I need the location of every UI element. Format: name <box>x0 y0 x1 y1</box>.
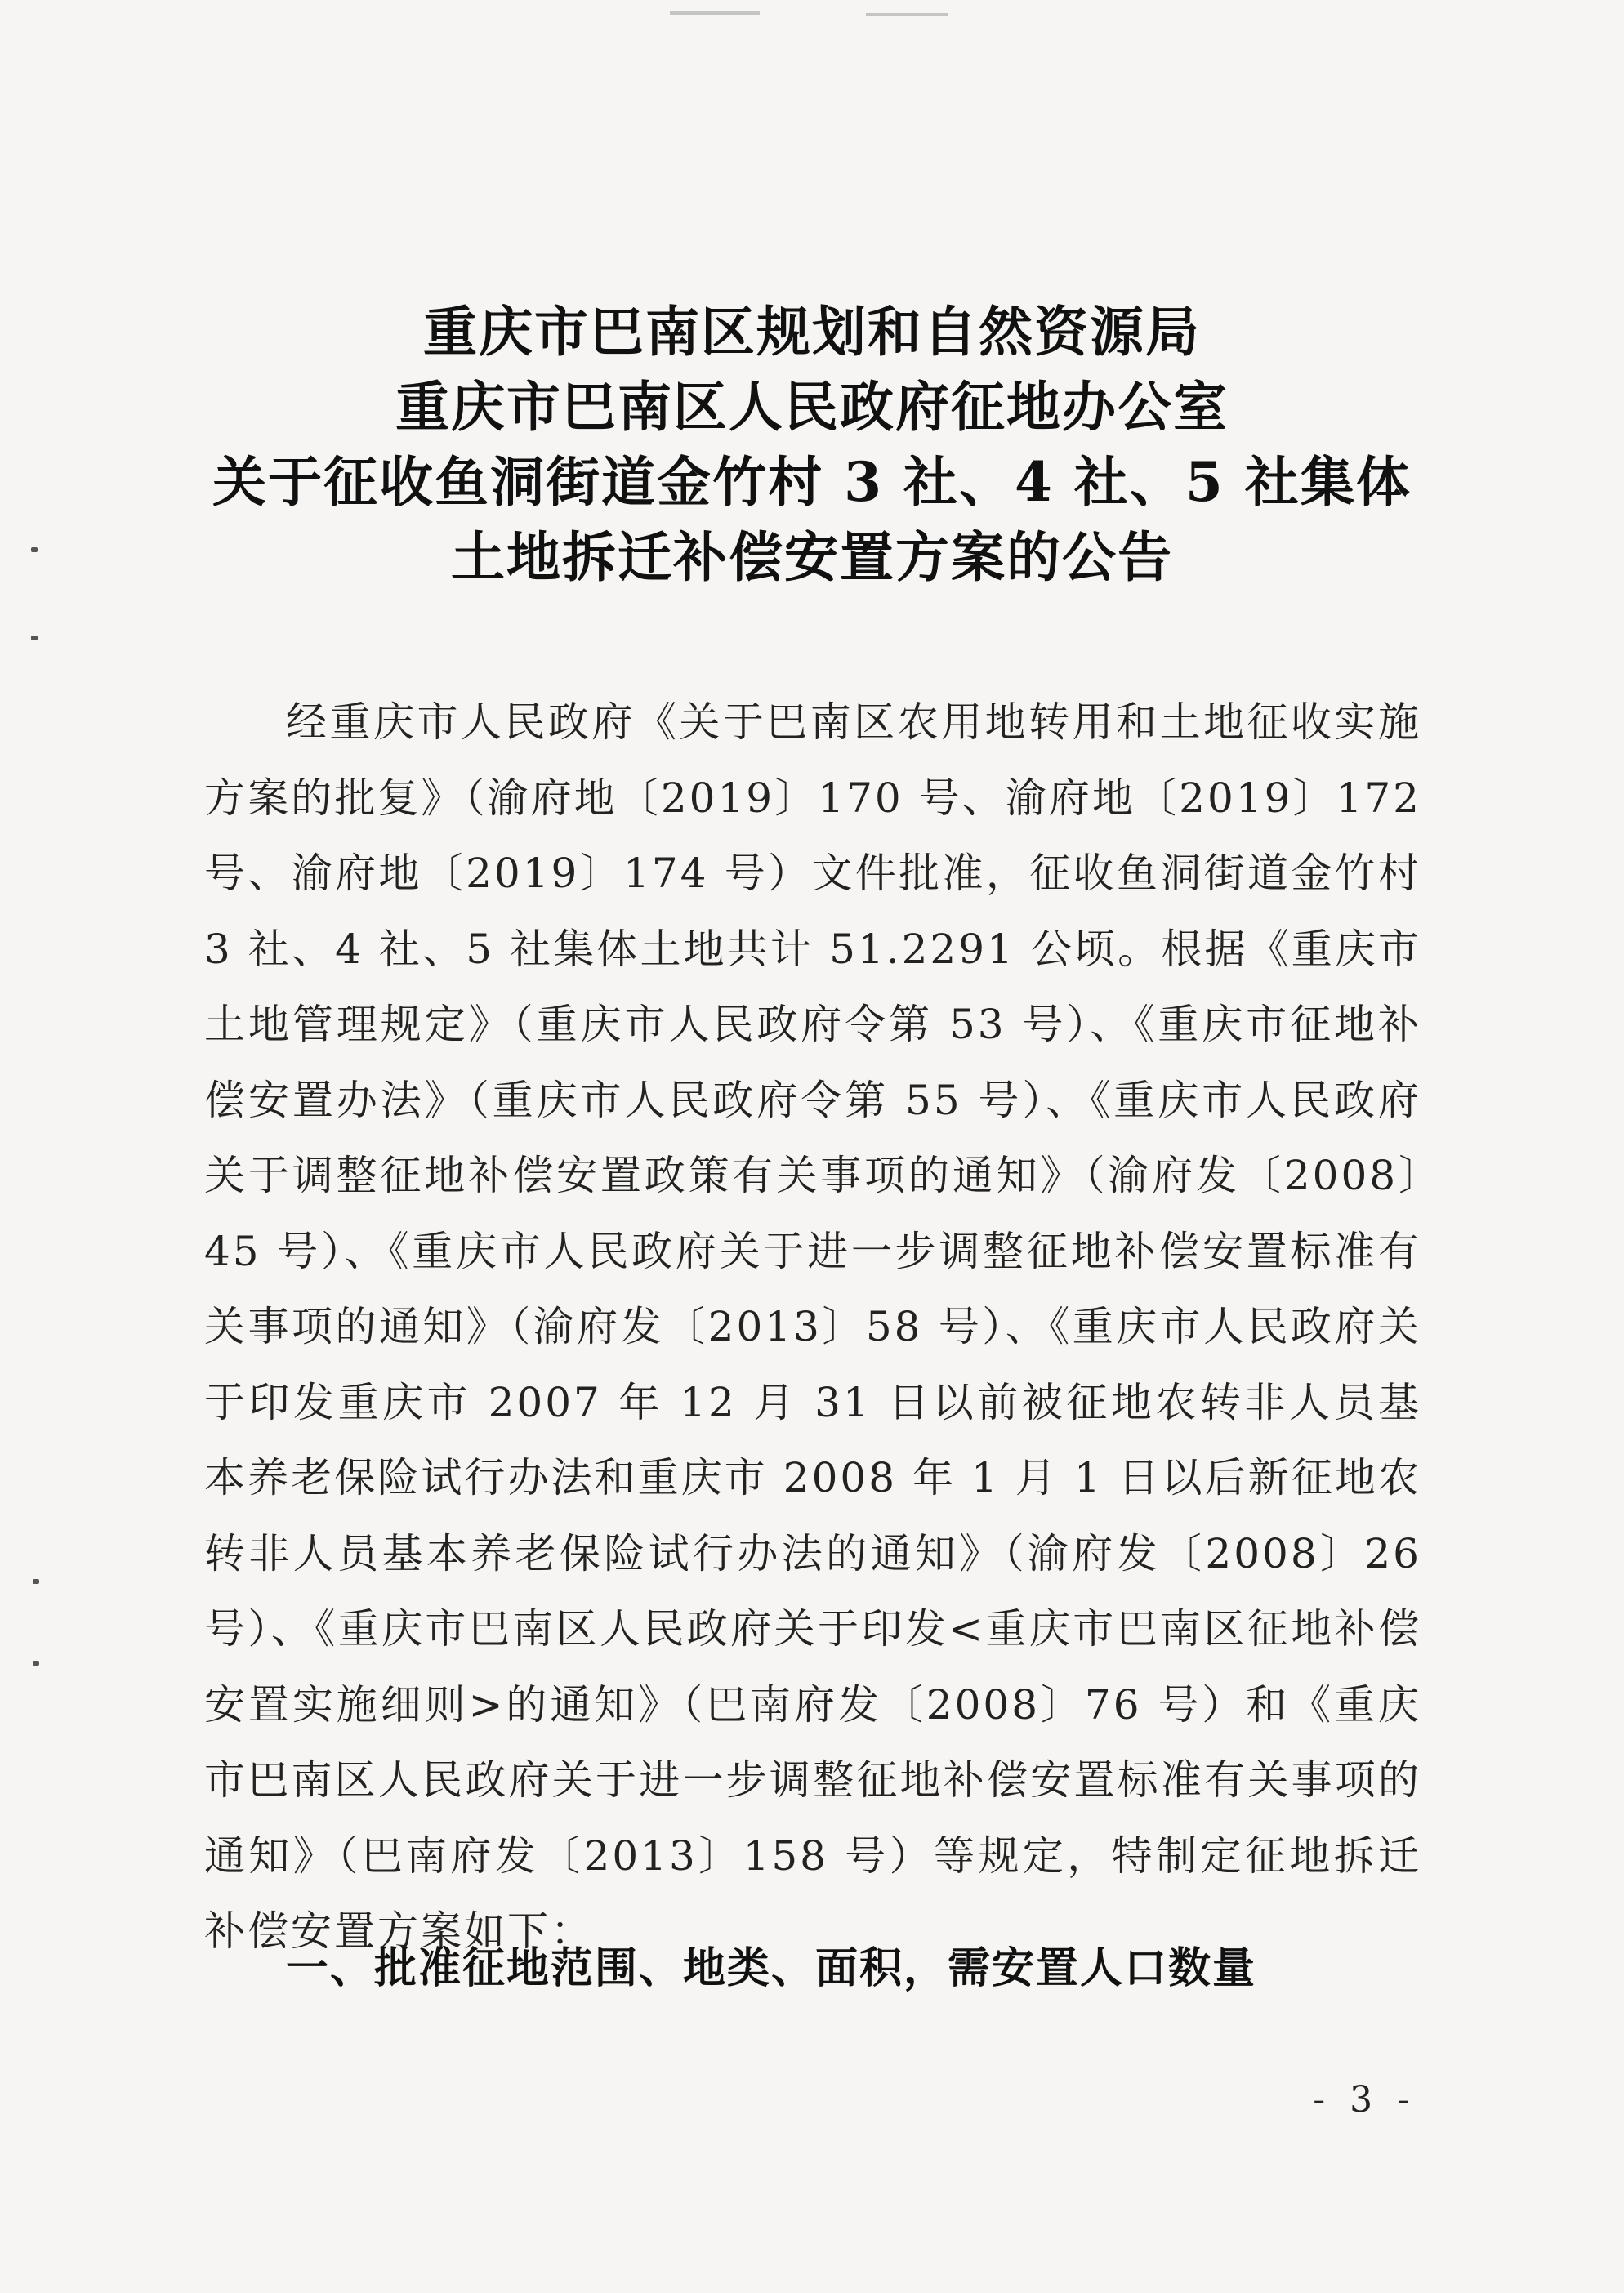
title-line-1: 重庆市巴南区规划和自然资源局 <box>423 300 1201 364</box>
title-line-3: 关于征收鱼洞街道金竹村 3 社、4 社、5 社集体 <box>212 450 1412 514</box>
margin-mark <box>31 636 38 640</box>
title-line-4: 土地拆迁补偿安置方案的公告 <box>451 525 1173 589</box>
margin-mark <box>33 1579 39 1584</box>
scan-artifact <box>670 11 760 15</box>
scan-artifact <box>866 13 948 16</box>
section-heading: 一、批准征地范围、地类、面积，需安置人口数量 <box>286 1944 1257 1993</box>
title-line-2: 重庆市巴南区人民政府征地办公室 <box>395 375 1229 439</box>
page-number: - 3 - <box>1313 2079 1416 2121</box>
margin-mark <box>33 1661 39 1666</box>
body-paragraph: 经重庆市人民政府《关于巴南区农用地转用和土地征收实施方案的批复》（渝府地〔2019〕170 号、渝府地〔2019〕172 号、渝府地〔2019〕174 号）文件批准，征收鱼洞街道金竹村 3 社、4 社、5 社集体土地共计 51.2291 公顷。根据《重庆市土地管理规定》（重庆市人民政府令第 53 号）、《重庆市征地补偿安置办法》（重庆市人民政府令第 55 号）、《重庆市人民政府关于调整征地补偿安置政策有关事项的通知》（渝府发〔2008〕45 号）、《重庆市人民政府关于进一步调整征地补偿安置标准有关事项的通知》（渝府发〔2013〕58 号）、《重庆市人民政府关于印发重庆市 2007 年 12 月 31 日以前被征地农转非人员基本养老保险试行办法和重庆市 2008 年 1 月 1 日以后新征地农转非人员基本养老保险试行办法的通知》（渝府发〔2008〕26 号）、《重庆市巴南区人民政府关于印发<重庆市巴南区征地补偿安置实施细则>的通知》（巴南府发〔2008〕76 号）和《重庆市巴南区人民政府关于进一步调整征地补偿安置标准有关事项的通知》（巴南府发〔2013〕158 号）等规定，特制定征地拆迁补偿安置方案如下： <box>204 698 1421 1955</box>
document-title <box>0 294 1624 595</box>
